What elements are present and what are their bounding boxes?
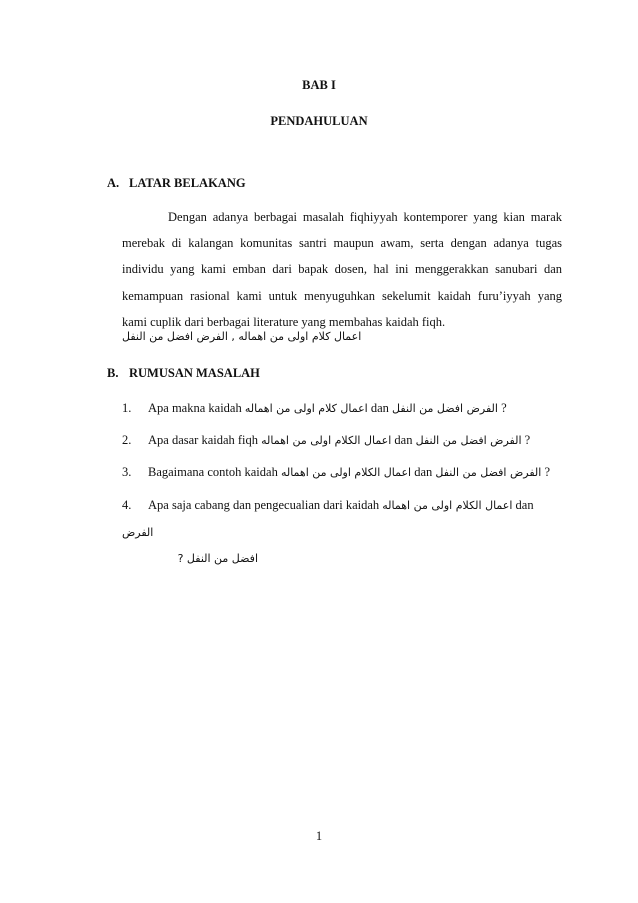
list-item-conjunction: dan bbox=[394, 433, 413, 447]
paragraph-line: individu yang kami emban dari bapak dosen, hal ini menggerakkan sanubari dan bbox=[122, 262, 562, 277]
list-item-text: Apa makna kaidah bbox=[148, 401, 242, 415]
list-item bbox=[122, 395, 562, 422]
list-item-arabic: الفرض افضل من النفل bbox=[435, 466, 542, 479]
section-b-heading bbox=[107, 366, 260, 381]
list-item-tail: ? bbox=[544, 465, 550, 479]
list-item-arabic: الفرض افضل من النفل bbox=[415, 434, 522, 447]
list-item-arabic: اعمال الكلام اولى من اهماله bbox=[280, 466, 412, 479]
section-a-marker: A. bbox=[107, 176, 120, 190]
section-a-arabic: اعمال كلام اولى من اهماله , الفرض افضل من النفل bbox=[122, 330, 362, 343]
paragraph-line: merebak di kalangan komunitas santri maupun awam, serta dengan adanya tugas bbox=[122, 236, 562, 251]
section-b-marker: B. bbox=[107, 366, 119, 380]
paragraph-line: Dengan adanya berbagai masalah fiqhiyyah kontemporer yang kian marak bbox=[168, 210, 562, 224]
list-item-number: 3. bbox=[122, 465, 132, 479]
list-item bbox=[122, 459, 562, 486]
list-item-continuation: افضل من النفل ? bbox=[177, 552, 258, 565]
list-item-number: 2. bbox=[122, 433, 132, 447]
chapter-title: PENDAHULUAN bbox=[270, 114, 368, 128]
paragraph-line: kami cuplik dari berbagai literature yang membahas kaidah fiqh. bbox=[122, 314, 446, 329]
section-a-title: LATAR BELAKANG bbox=[129, 176, 246, 190]
list-item-conjunction: dan bbox=[414, 465, 433, 479]
list-item-text: Apa saja cabang dan pengecualian dari kaidah bbox=[148, 498, 380, 512]
section-a-paragraph bbox=[122, 204, 562, 335]
list-item-text: Bagaimana contoh kaidah bbox=[148, 465, 278, 479]
section-a-heading bbox=[107, 176, 246, 191]
list-item-number: 4. bbox=[122, 498, 132, 512]
list-item-arabic: اعمال الكلام اولى من اهماله bbox=[261, 434, 392, 447]
paragraph-line: kemampuan rasional kami untuk menyuguhkan sekelumit kaidah furu’iyyah yang bbox=[122, 288, 562, 303]
list-item-conjunction: dan bbox=[515, 498, 534, 512]
section-b-title: RUMUSAN MASALAH bbox=[129, 366, 260, 380]
list-item-arabic: الفرض افضل من النفل bbox=[392, 402, 498, 415]
list-item-text: Apa dasar kaidah fiqh bbox=[148, 433, 259, 447]
list-item-tail: ? bbox=[524, 433, 531, 447]
list-item-arabic: اعمال الكلام اولى من اهماله bbox=[382, 499, 513, 512]
list-item-tail: ? bbox=[501, 401, 507, 415]
list-item-number: 1. bbox=[122, 401, 132, 415]
chapter-label: BAB I bbox=[302, 78, 336, 92]
list-item-arabic: الفرض bbox=[122, 526, 154, 539]
list-item bbox=[122, 427, 562, 454]
list-item bbox=[122, 492, 562, 572]
list-item-conjunction: dan bbox=[370, 401, 389, 415]
list-item-arabic: اعمال كلام اولى من اهماله bbox=[244, 402, 368, 415]
page-number: 1 bbox=[315, 829, 323, 843]
